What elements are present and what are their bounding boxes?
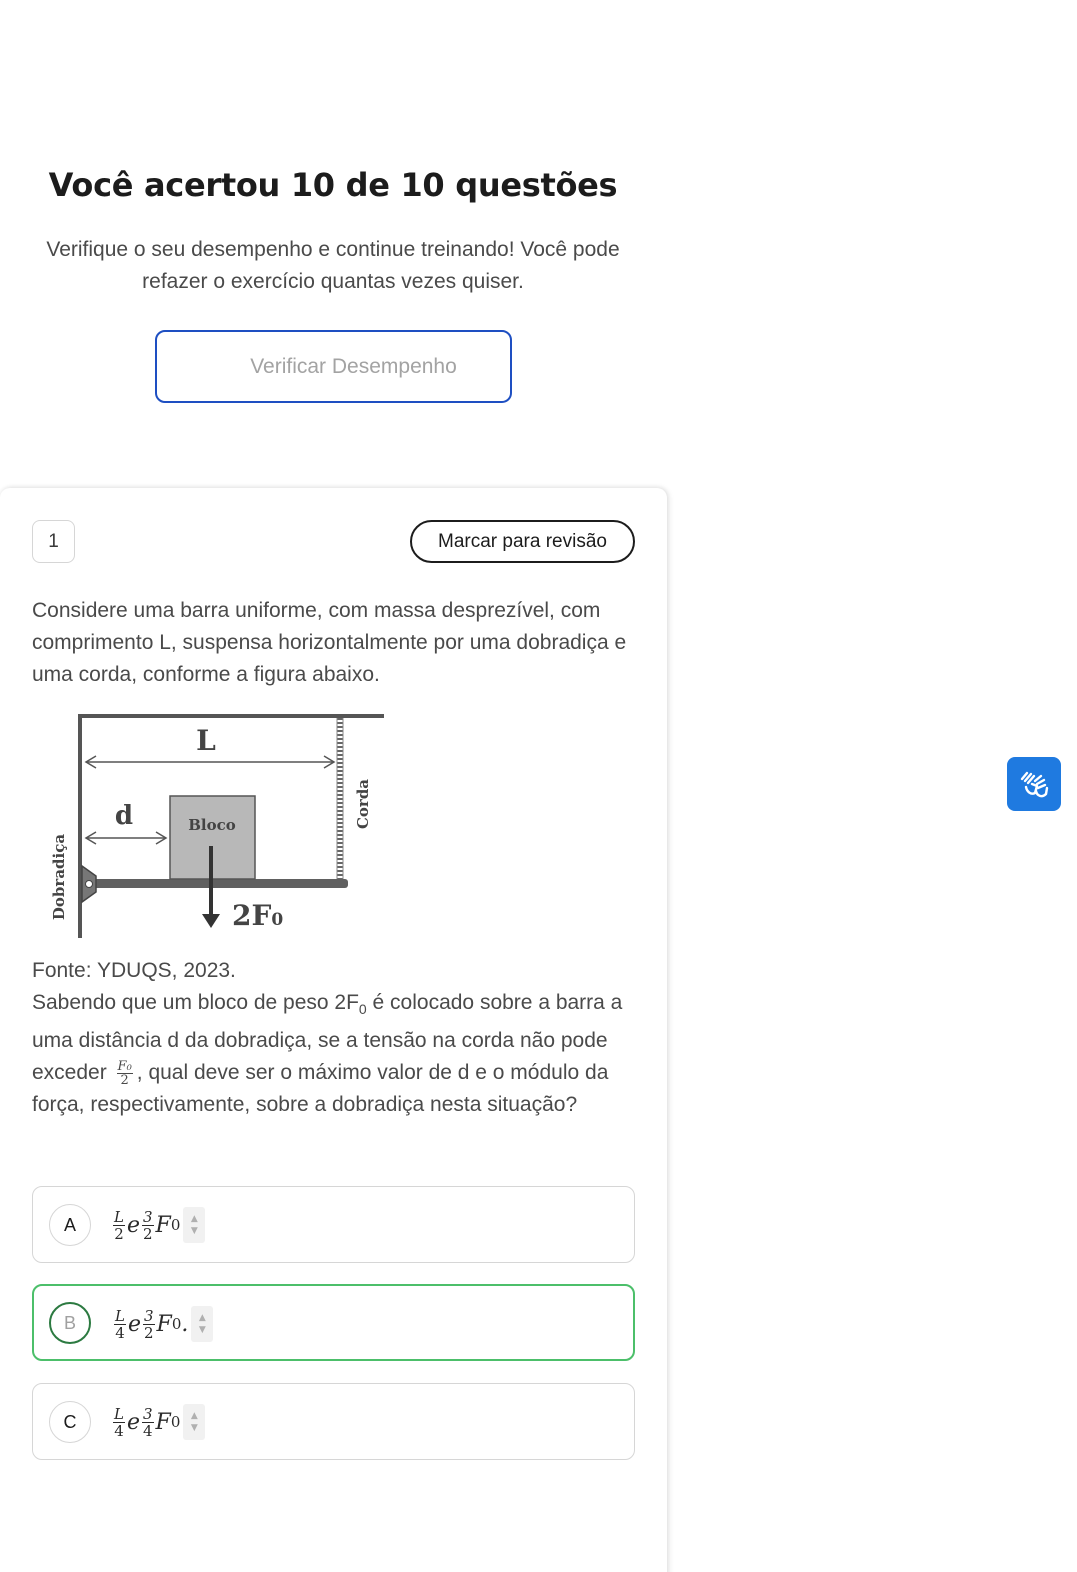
option-formula: $\frac{L}{4}$ e $\frac{3}{4}$ F 0 ▲ ▼ <box>111 1401 205 1443</box>
option-letter: B <box>49 1302 91 1344</box>
figure-label-L: L <box>196 724 216 757</box>
caret-up-icon: ▲ <box>198 1313 206 1323</box>
question-figure <box>44 710 389 942</box>
option-letter: C <box>49 1401 91 1443</box>
caret-up-icon: ▲ <box>190 1411 198 1421</box>
mark-for-review-button[interactable]: Marcar para revisão <box>410 520 635 563</box>
bar <box>88 879 348 888</box>
caret-up-icon: ▲ <box>190 1214 198 1224</box>
option-a[interactable] <box>32 1186 635 1263</box>
option-formula: $\frac{L}{4}$ e $\frac{3}{2}$ F 0 . ▲ ▼ <box>112 1303 213 1345</box>
question-intro: Considere uma barra uniforme, com massa desprezível, com comprimento L, suspensa horizontalmente por uma dobradiça e uma corda, conforme a figura abaixo. <box>32 599 627 686</box>
question-card <box>0 488 667 1572</box>
figure-label-force: 2F0 <box>232 899 284 932</box>
rope <box>337 718 343 882</box>
figure-label-d: d <box>114 801 134 831</box>
option-letter: A <box>49 1204 91 1246</box>
result-description: Verifique o seu desempenho e continue treinando! Você pode refazer o exercício quantas vezes quiser. <box>46 238 620 293</box>
option-b[interactable] <box>32 1284 635 1361</box>
figure-label-hinge: Dobradiça <box>50 833 68 921</box>
caret-down-icon: ▼ <box>198 1325 206 1335</box>
sign-language-widget-button[interactable] <box>1007 757 1061 811</box>
math-spinner[interactable] <box>183 1404 205 1440</box>
caret-down-icon: ▼ <box>190 1226 198 1236</box>
figure-label-rope: Corda <box>354 778 372 830</box>
question-number: 1 <box>32 520 75 563</box>
tension-fraction: $\frac{\text{F₀}}{2}$ <box>117 1059 132 1089</box>
figure-source: Fonte: YDUQS, 2023. <box>32 959 236 982</box>
math-spinner[interactable] <box>183 1207 205 1243</box>
caret-down-icon: ▼ <box>190 1423 198 1433</box>
verify-performance-button[interactable]: Verificar Desempenho <box>155 330 512 403</box>
math-spinner[interactable] <box>191 1306 213 1342</box>
figure-label-block: Bloco <box>188 816 236 834</box>
option-formula: $\frac{L}{2}$ e $\frac{3}{2}$ F 0 ▲ ▼ <box>111 1204 205 1246</box>
question-body: Sabendo que um bloco de peso $2F_0$ é colocado sobre a barra a uma distância d da dobradiça, se a tensão na corda não pode exceder $\frac{\text{F₀}}{2}$ , qual deve ser o máximo valor de d e o módulo da força, respectivamente, sobre a dobradiça nesta situação? <box>32 991 623 1117</box>
sign-language-hands-icon <box>1017 767 1051 801</box>
result-title: Você acertou 10 de 10 questões <box>48 166 618 204</box>
option-c[interactable] <box>32 1383 635 1460</box>
